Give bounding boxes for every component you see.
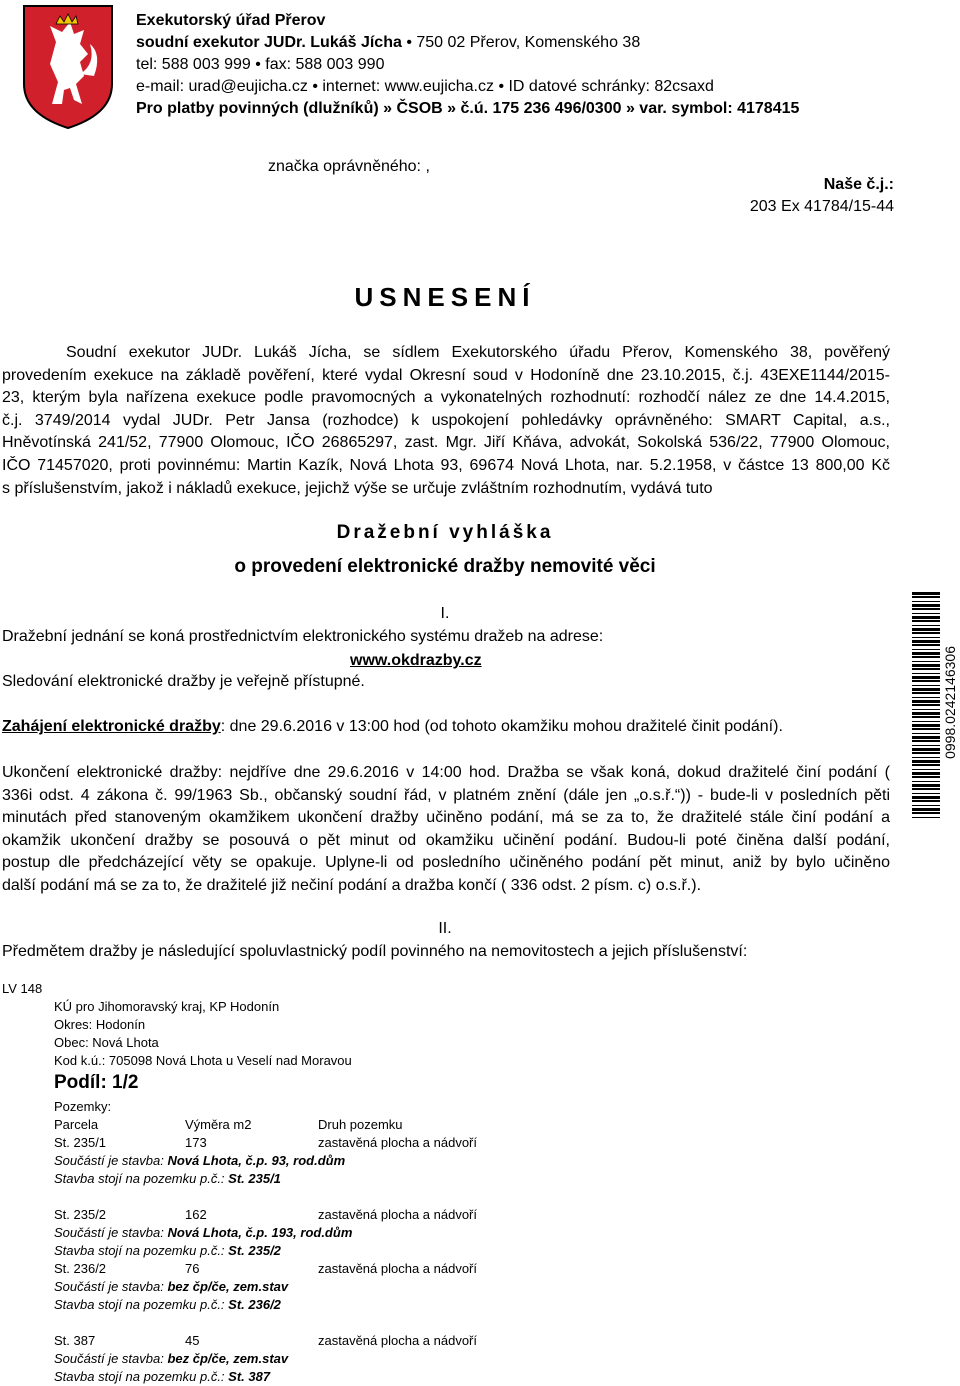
parcel-building: Součástí je stavba: bez čp/če, zem.stav xyxy=(54,1279,289,1294)
col-vymera: Výměra m2 xyxy=(185,1117,252,1132)
end-line: okamžik ukončení dražby se posouvá o pět minut od okamžiku učinění podání. Budou-li poté činěna další podání, xyxy=(2,831,890,849)
land-heading: Pozemky: xyxy=(54,1099,112,1114)
creditor-reference: značka oprávněného: , xyxy=(268,158,430,175)
intro-line: Soudní exekutor JUDr. Lukáš Jícha, se sídlem Exekutorského úřadu Přerov, Komenského 38, pověřený xyxy=(66,344,890,361)
parcel-area: 173 xyxy=(185,1135,207,1150)
end-line: Ukončení elektronické dražby: nejdříve dne 29.6.2016 v 14:00 hod. Dražba se však koná, dokud dražitelé činí podání ( xyxy=(2,764,890,781)
parcel-building: Součástí je stavba: Nová Lhota, č.p. 93, rod.dům xyxy=(54,1153,346,1168)
case-number-label: Naše č.j.: xyxy=(823,176,894,193)
end-line: další podání má se za to, že dražitelé již nečiní podání a dražba končí ( 336 odst. 2 písm. c) o.s.ř.). xyxy=(2,876,702,894)
parcel-area: 76 xyxy=(185,1261,200,1276)
office-name: Exekutorský úřad Přerov xyxy=(136,12,326,29)
parcel-area: 45 xyxy=(185,1333,200,1348)
parcel-type: zastavěná plocha a nádvoří xyxy=(318,1261,477,1276)
auction-end-paragraph xyxy=(2,762,890,898)
section-2-text: Předmětem dražby je následující spoluvlastnický podíl povinného na nemovitostech a jejich příslušenství: xyxy=(2,943,748,960)
end-line: 336i odst. 4 zákona č. 99/1963 Sb., občanský soudní řád, v platném znění (dále jen „o.s.ř.“)) - bude-li v posledních pěti xyxy=(2,786,890,804)
czech-lion-emblem-icon xyxy=(22,4,114,130)
parcel-building-land: Stavba stojí na pozemku p.č.: St. 387 xyxy=(54,1369,271,1384)
parcel-building-land: Stavba stojí na pozemku p.č.: St. 235/1 xyxy=(54,1171,281,1186)
parcel-type: zastavěná plocha a nádvoří xyxy=(318,1333,477,1348)
intro-line: IČO 71457020, proti povinnému: Martin Kazík, Nová Lhota 93, 69674 Nová Lhota, nar. 5.2.1958, v částce 13 800,00 Kč xyxy=(2,456,890,474)
intro-line: č.j. 3749/2014 vydal JUDr. Petr Jansa (rozhodce) k uspokojení pohledávky oprávněného: SMART Capital, a.s., xyxy=(2,411,890,429)
parcel-id: St. 236/2 xyxy=(54,1261,107,1276)
barcode-number: 0998.0242146306 xyxy=(942,646,958,759)
col-druh: Druh pozemku xyxy=(318,1117,403,1132)
section-1-text: Dražební jednání se koná prostřednictvím elektronického systému dražeb na adrese: xyxy=(2,628,604,645)
end-line: minutách před stanoveným okamžikem ukončení dražby učiněno podání, má se za to, že dražitelé stále činí podání a xyxy=(2,809,890,827)
section-2-numeral: II. xyxy=(438,920,452,937)
parcel-building-land: Stavba stojí na pozemku p.č.: St. 236/2 xyxy=(54,1297,281,1312)
parcel-id: St. 235/1 xyxy=(54,1135,107,1150)
parcel-type: zastavěná plocha a nádvoří xyxy=(318,1135,477,1150)
parcel-area: 162 xyxy=(185,1207,207,1222)
barcode-icon xyxy=(912,592,940,820)
parcel-building: Součástí je stavba: bez čp/če, zem.stav xyxy=(54,1351,289,1366)
parcel-building-land: Stavba stojí na pozemku p.č.: St. 235/2 xyxy=(54,1243,281,1258)
intro-paragraph xyxy=(2,342,890,500)
intro-line: Hněvotínská 241/52, 77900 Olomouc, IČO 26865297, zast. Mgr. Jiří Kňáva, advokát, Sokolská 536/22, 77900 Olomouc, xyxy=(2,434,890,452)
intro-line: s příslušenstvím, jakož i nákladů exekuce, jejichž výše se určuje zvláštním rozhodnutím, vydává tuto xyxy=(2,479,713,497)
district: Okres: Hodonín xyxy=(54,1017,146,1032)
document-title: Dražební vyhláška xyxy=(336,522,554,543)
parcel-building: Součástí je stavba: Nová Lhota, č.p. 193, rod.dům xyxy=(54,1225,353,1240)
lv-number: LV 148 xyxy=(2,981,43,996)
case-number-value: 203 Ex 41784/15-44 xyxy=(749,198,894,215)
page-title: USNESENÍ xyxy=(354,282,536,312)
parcel-id: St. 235/2 xyxy=(54,1207,107,1222)
end-line: postup dle předcházející věty se opakuje. Uplyne-li od posledního učiněného podání pět minut, aniž by bylo učiněno xyxy=(2,854,890,872)
parcel-id: St. 387 xyxy=(54,1333,96,1348)
executor-line: soudní exekutor JUDr. Lukáš Jícha • 750 02 Přerov, Komenského 38 xyxy=(136,34,641,51)
col-parcela: Parcela xyxy=(54,1117,99,1132)
share: Podíl: 1/2 xyxy=(54,1072,139,1093)
cadastral-office: KÚ pro Jihomoravský kraj, KP Hodonín xyxy=(54,999,280,1014)
auction-url-link[interactable]: www.okdrazby.cz xyxy=(350,652,482,669)
auction-start: Zahájení elektronické dražby: dne 29.6.2016 v 13:00 hod (od tohoto okamžiku mohou dražitelé činit podání). xyxy=(2,718,783,735)
contact-email-line: e-mail: urad@eujicha.cz • internet: www.eujicha.cz • ID datové schránky: 82csaxd xyxy=(136,78,714,95)
payment-line: Pro platby povinných (dlužníků) » ČSOB » č.ú. 175 236 496/0300 » var. symbol: 4178415 xyxy=(136,100,800,117)
cadastral-code: Kod k.ú.: 705098 Nová Lhota u Veselí nad Moravou xyxy=(54,1053,352,1068)
contact-phone-line: tel: 588 003 999 • fax: 588 003 990 xyxy=(136,56,385,73)
intro-line: 23, kterým byla nařízena exekuce podle pravomocných a vykonatelných rozhodnutí: rozhodčí nález ze dne 14.4.2015, xyxy=(2,389,890,407)
section-1-public: Sledování elektronické dražby je veřejně přístupné. xyxy=(2,673,365,690)
parcel-type: zastavěná plocha a nádvoří xyxy=(318,1207,477,1222)
section-1-numeral: I. xyxy=(440,605,450,622)
intro-line: provedením exekuce na základě pověření, které vydal Okresní soud v Hodoníně dne 23.10.2015, č.j. 43EXE1144/2015- xyxy=(2,366,890,384)
document-subtitle: o provedení elektronické dražby nemovité věci xyxy=(234,556,656,577)
municipality: Obec: Nová Lhota xyxy=(54,1035,159,1050)
